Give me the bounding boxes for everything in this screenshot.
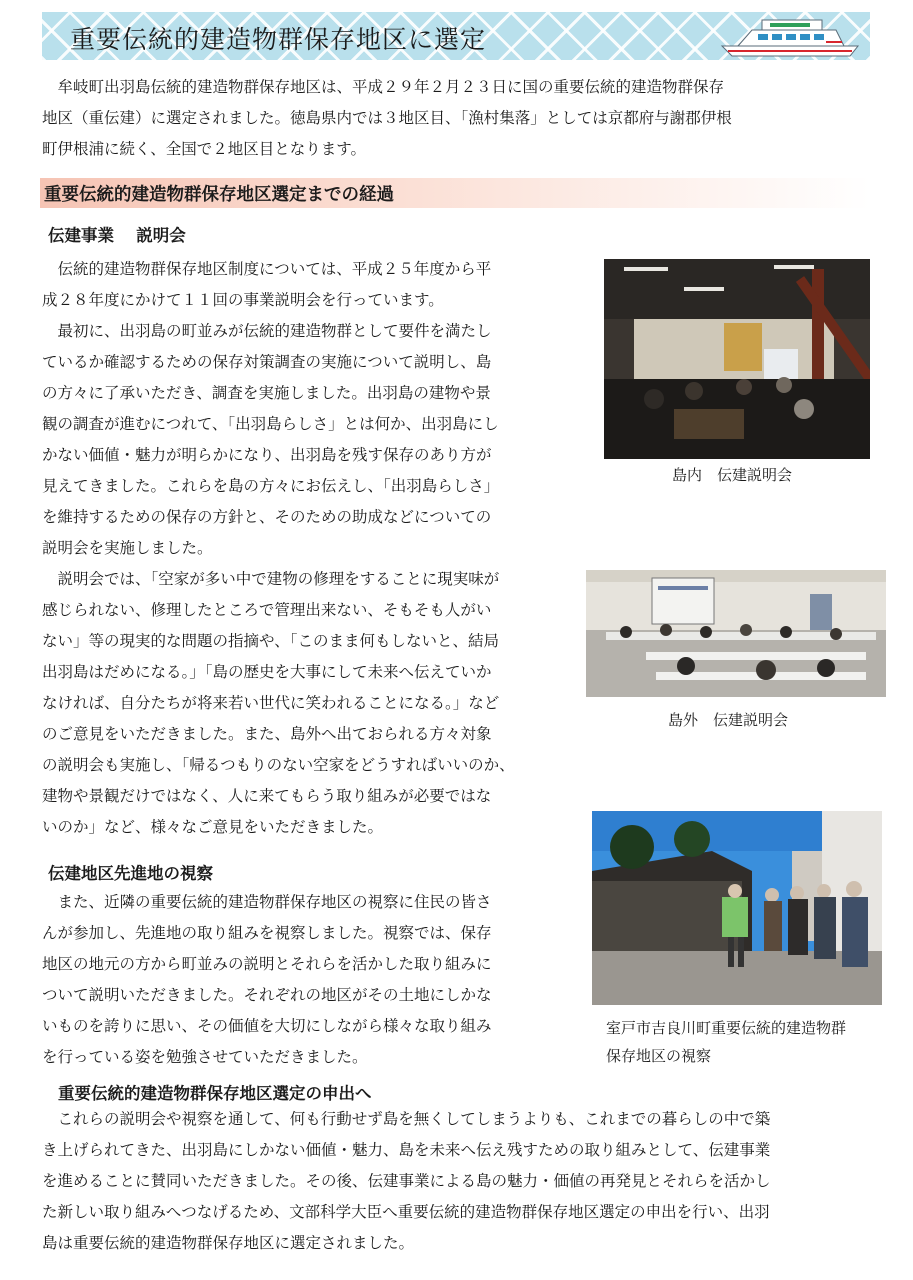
text-line: 見えてきました。これらを島の方々にお伝えし、「出羽島らしさ」 [42, 477, 500, 495]
intro-line: 地区（重伝建）に選定されました。徳島県内では３地区目、「漁村集落」としては京都府与謝郡伊根 [42, 109, 732, 127]
application-heading: 重要伝統的建造物群保存地区選定の申出へ [58, 1084, 372, 1103]
photo-site-visit [592, 811, 882, 1005]
text-line: ついて説明いただきました。それぞれの地区がその土地にしかな [42, 986, 492, 1004]
title-banner [42, 12, 870, 60]
photo-island-briefing [604, 259, 870, 459]
ferry-boat-illustration [718, 14, 868, 58]
hall-meeting-photo [586, 570, 886, 697]
text-line: なければ、自分たちが将来若い世代に笑われることになる。」など [42, 694, 500, 712]
text-line: 説明会では、「空家が多い中で建物の修理をすることに現実味が [57, 570, 500, 588]
text-line: き上げられてきた、出羽島にしかない価値・魅力、島を未来へ伝え残すための取り組みとして、伝建事業 [42, 1141, 771, 1159]
text-line: 観の調査が進むにつれて、「出羽島らしさ」とは何か、出羽島にし [42, 415, 499, 433]
text-line: を進めることに賛同いただきました。その後、伝建事業による島の魅力・価値の再発見とそれらを活かし [42, 1172, 771, 1190]
text-line: 感じられない、修理したところで管理出来ない、そもそも人がい [42, 601, 492, 619]
meeting-room-photo [604, 259, 870, 459]
text-line: 建物や景観だけではなく、人に来てもらう取り組みが必要ではな [42, 787, 492, 805]
text-line: ているか確認するための保存対策調査の実施について説明し、島 [42, 353, 492, 371]
photo-caption: 保存地区の視察 [606, 1047, 712, 1065]
text-line: を行っている姿を勉強させていただきました。 [42, 1048, 368, 1066]
visit-heading: 伝建地区先進地の視察 [48, 864, 213, 883]
text-line: これらの説明会や視察を通して、何も行動せず島を無くしてしまうよりも、これまでの暮らしの中で築 [57, 1110, 771, 1128]
intro-line: 町伊根浦に続く、全国で２地区目となります。 [42, 140, 366, 158]
text-line: 島は重要伝統的建造物群保存地区に選定されました。 [42, 1234, 415, 1252]
section-heading [40, 178, 870, 208]
photo-caption: 室戸市吉良川町重要伝統的建造物群 [606, 1019, 847, 1037]
briefing-text [42, 254, 582, 843]
page-title: 重要伝統的建造物群保存地区に選定 [70, 25, 487, 54]
intro-line: 牟岐町出羽島伝統的建造物群保存地区は、平成２９年２月２３日に国の重要伝統的建造物群保存 [57, 78, 725, 96]
briefing-heading: 伝建事業 説明会 [48, 226, 186, 245]
text-line: 成２８年度にかけて１１回の事業説明会を行っています。 [42, 291, 444, 309]
text-line: いのか」など、様々なご意見をいただきました。 [42, 818, 384, 836]
text-line: 地区の地元の方から町並みの説明とそれらを活かした取り組みに [42, 955, 492, 973]
text-line: んが参加し、先進地の取り組みを視察しました。視察では、保存 [42, 924, 492, 942]
application-text [42, 1104, 888, 1259]
photo-caption: 島内 伝建説明会 [672, 466, 793, 484]
text-line: の説明会も実施し、「帰るつもりのない空家をどうすればいいのか、 [42, 756, 515, 774]
text-line: 伝統的建造物群保存地区制度については、平成２５年度から平 [57, 260, 492, 278]
text-line: また、近隣の重要伝統的建造物群保存地区の視察に住民の皆さ [57, 893, 492, 911]
text-line: を維持するための保存の方針と、そのための助成などについての [42, 508, 492, 526]
section-title: 重要伝統的建造物群保存地区選定までの経過 [44, 185, 394, 205]
text-line: 出羽島はだめになる。」「島の歴史を大事にして未来へ伝えていか [42, 663, 492, 681]
text-line: いものを誇りに思い、その価値を大切にしながら様々な取り組み [42, 1017, 492, 1035]
photo-caption: 島外 伝建説明会 [668, 711, 789, 729]
intro-paragraph [42, 72, 872, 165]
street-tour-photo [592, 811, 882, 1005]
photo-offisland-briefing [586, 570, 886, 697]
text-line: た新しい取り組みへつなげるため、文部科学大臣へ重要伝統的建造物群保存地区選定の申出を行い、出羽 [42, 1203, 770, 1221]
text-line: かない価値・魅力が明らかになり、出羽島を残す保存のあり方が [42, 446, 492, 464]
text-line: 説明会を実施しました。 [42, 539, 213, 557]
visit-text [42, 887, 582, 1073]
text-line: 最初に、出羽島の町並みが伝統的建造物群として要件を満たし [57, 322, 492, 340]
text-line: のご意見をいただきました。また、島外へ出ておられる方々対象 [42, 725, 492, 743]
text-line: ない」等の現実的な問題の指摘や、「このまま何もしないと、結局 [42, 632, 499, 650]
text-line: の方々に了承いただき、調査を実施しました。出羽島の建物や景 [42, 384, 491, 402]
